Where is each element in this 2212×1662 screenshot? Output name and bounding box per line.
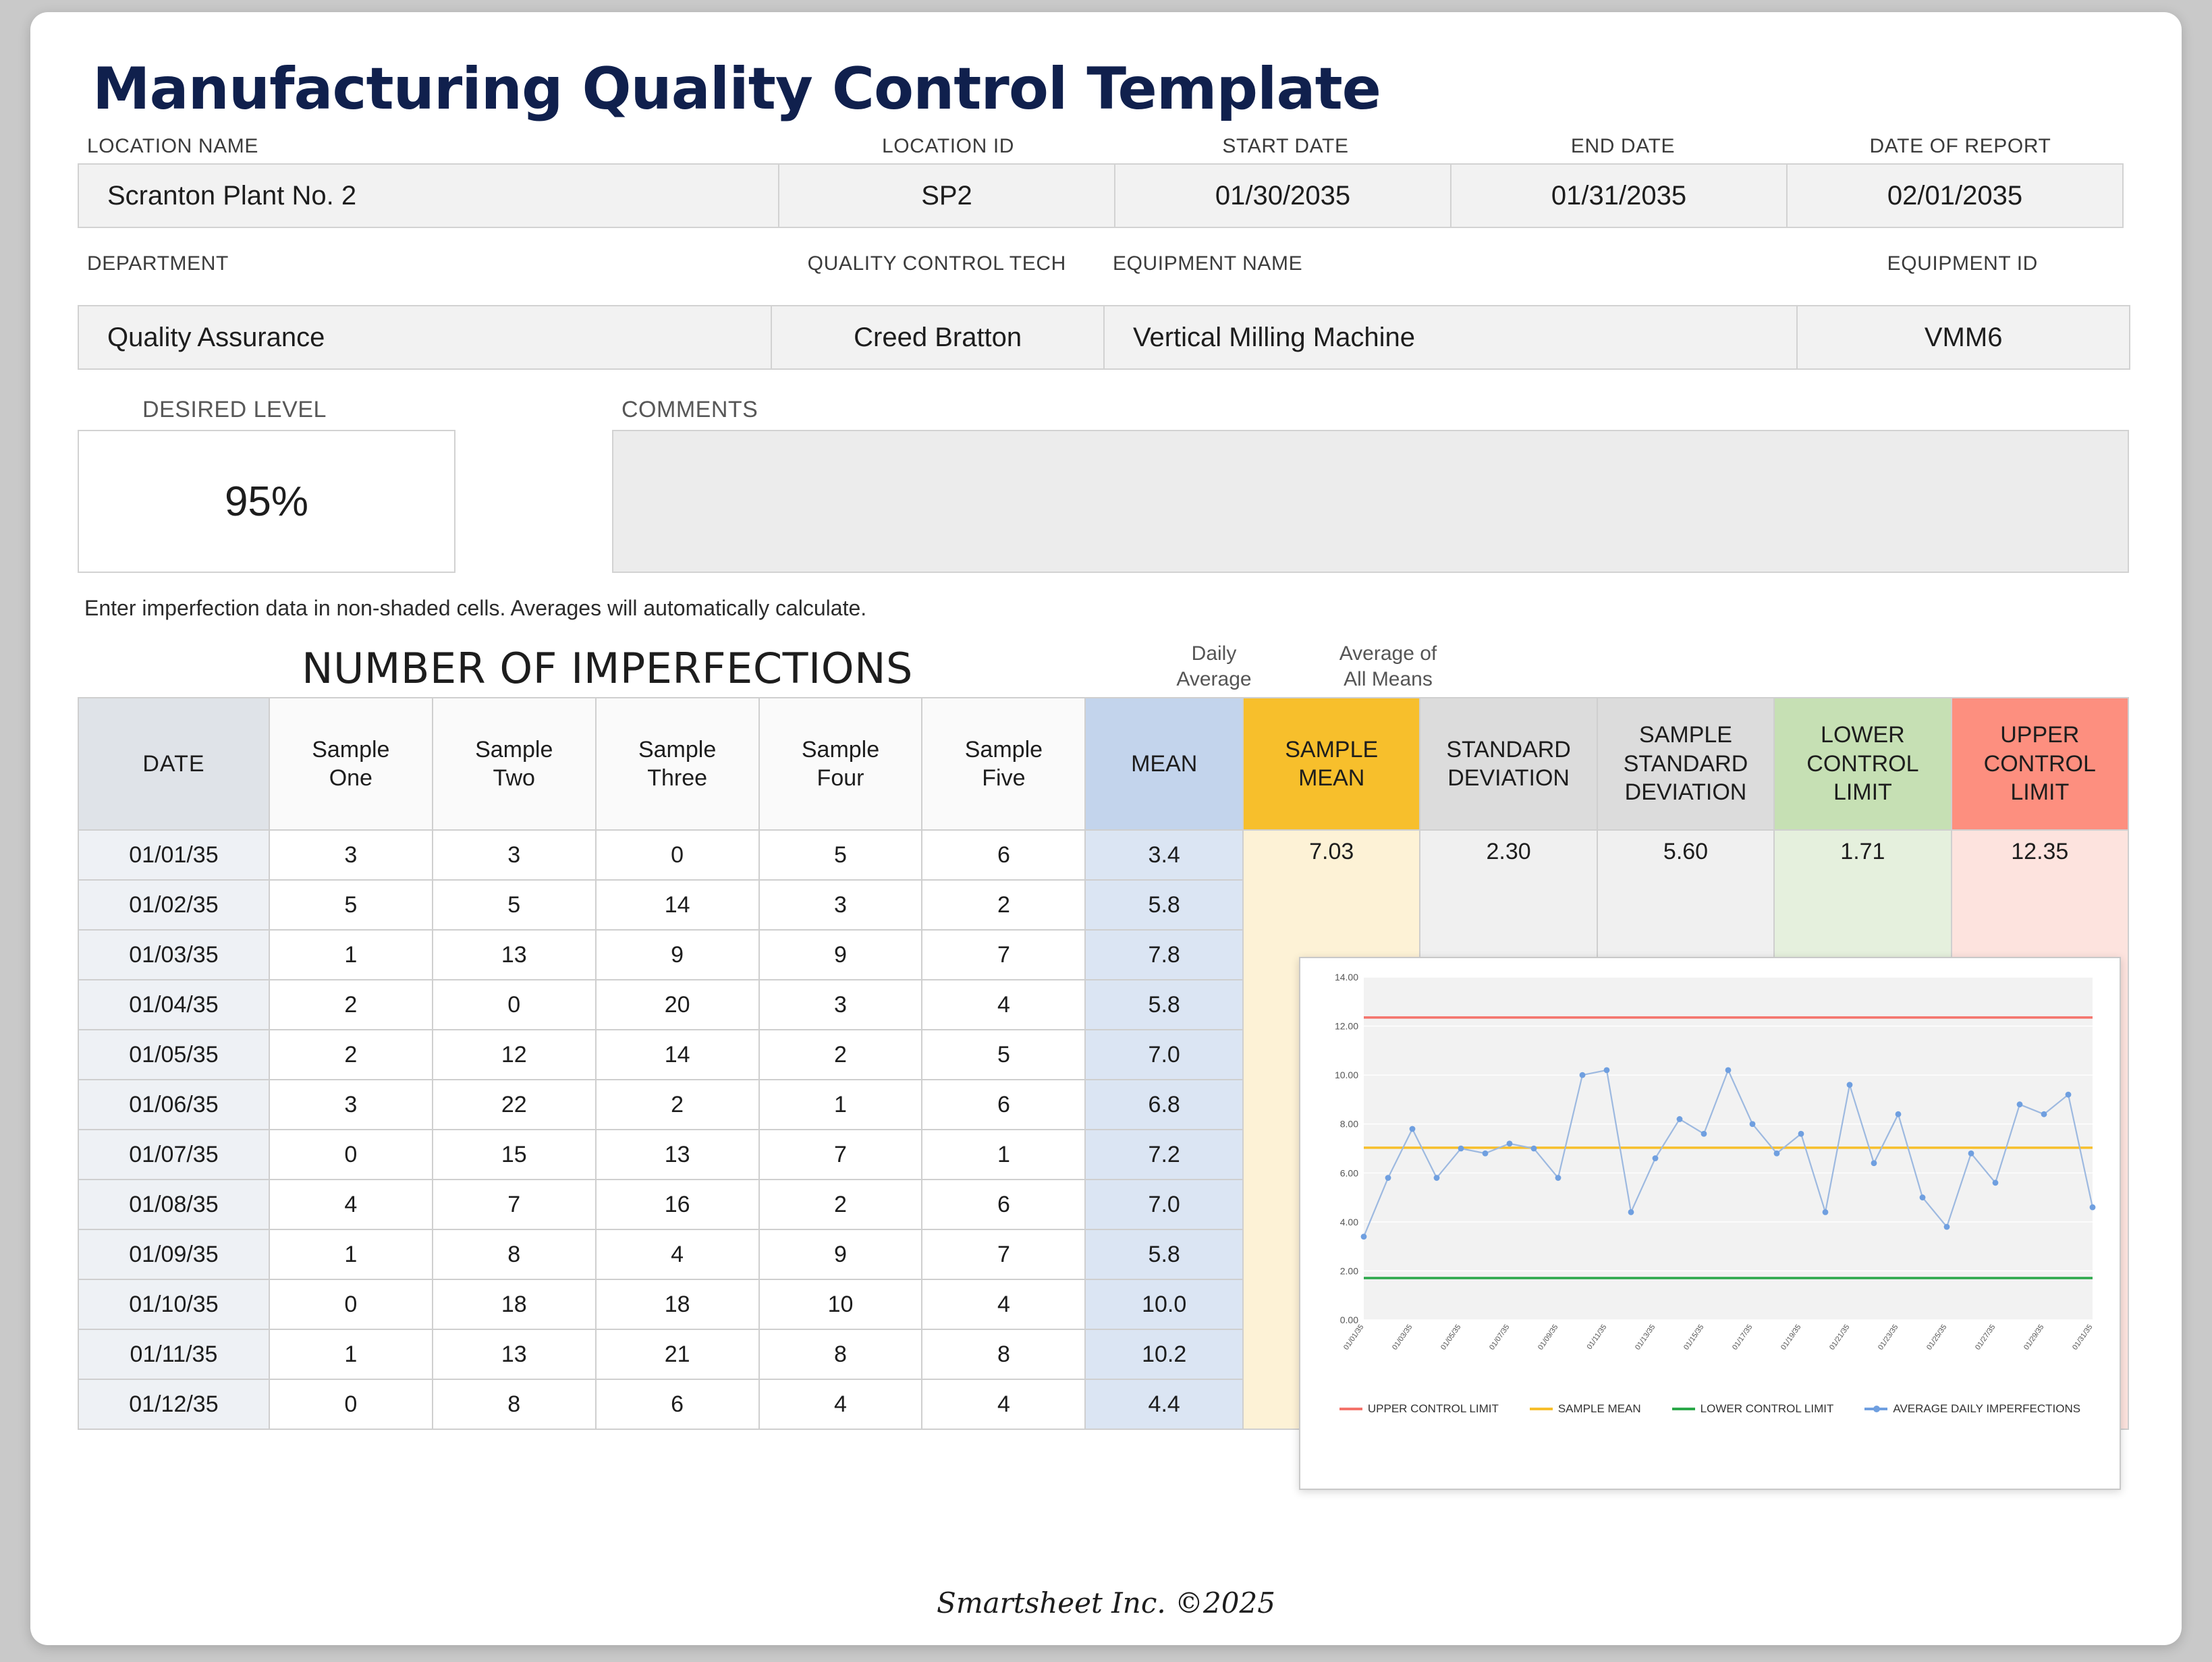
cell-sample-one[interactable]: 0 bbox=[269, 1279, 433, 1329]
svg-text:01/21/35: 01/21/35 bbox=[1828, 1323, 1852, 1352]
col-sample-four bbox=[759, 698, 922, 830]
svg-text:01/05/35: 01/05/35 bbox=[1439, 1323, 1463, 1352]
cell-sample-four[interactable]: 2 bbox=[759, 1180, 922, 1229]
col-sample-five-l1: Sample bbox=[964, 736, 1043, 763]
col-sample-three bbox=[596, 698, 759, 830]
svg-text:12.00: 12.00 bbox=[1334, 1020, 1358, 1032]
table-header-row bbox=[78, 698, 2128, 830]
svg-text:4.00: 4.00 bbox=[1339, 1216, 1358, 1227]
svg-text:01/23/35: 01/23/35 bbox=[1877, 1323, 1900, 1352]
legend-swatch-sample-mean bbox=[1530, 1408, 1553, 1410]
svg-text:01/13/35: 01/13/35 bbox=[1634, 1323, 1657, 1352]
section-heading-row bbox=[78, 641, 2134, 697]
col-mean: MEAN bbox=[1085, 698, 1243, 830]
cell-sample-four[interactable]: 3 bbox=[759, 980, 922, 1030]
col-sample-mean-l2: MEAN bbox=[1298, 765, 1365, 791]
legend-item-lower-control-limit[interactable] bbox=[1672, 1402, 1834, 1416]
cell-date: 01/12/35 bbox=[78, 1379, 269, 1429]
col-sample-five bbox=[922, 698, 1085, 830]
col-sample-one-l1: Sample bbox=[312, 736, 390, 763]
svg-text:6.00: 6.00 bbox=[1339, 1167, 1358, 1179]
comments-block bbox=[612, 397, 2129, 573]
cell-sample-five[interactable]: 6 bbox=[922, 830, 1085, 880]
header-value-row-1 bbox=[78, 163, 2129, 228]
col-sample-one-l2: One bbox=[329, 765, 372, 791]
col-sample-mean bbox=[1243, 698, 1420, 830]
cell-sample-four[interactable]: 10 bbox=[759, 1279, 922, 1329]
cell-upper-control-limit: 12.35 bbox=[1952, 830, 2128, 1429]
col-upper-control-limit-l1: UPPER bbox=[2000, 722, 2080, 748]
cell-sample-five[interactable]: 7 bbox=[922, 930, 1085, 980]
all-means-line-1: Average of bbox=[1339, 642, 1437, 665]
svg-text:01/01/35: 01/01/35 bbox=[1342, 1323, 1366, 1352]
cell-sample-four[interactable]: 7 bbox=[759, 1130, 922, 1180]
field-date-of-report[interactable]: 02/01/2035 bbox=[1786, 163, 2124, 228]
label-location-name: LOCATION NAME bbox=[87, 135, 258, 157]
cell-sample-two[interactable]: 13 bbox=[433, 1329, 596, 1379]
cell-sample-one[interactable]: 4 bbox=[269, 1180, 433, 1229]
desired-level-block bbox=[78, 397, 455, 573]
cell-sample-three[interactable]: 6 bbox=[596, 1379, 759, 1429]
legend-label-lower-control-limit: LOWER CONTROL LIMIT bbox=[1700, 1402, 1834, 1415]
cell-mean: 7.0 bbox=[1085, 1180, 1243, 1229]
field-comments[interactable] bbox=[612, 430, 2129, 573]
cell-sample-one[interactable]: 1 bbox=[269, 1229, 433, 1279]
col-lower-control-limit-l2: CONTROL bbox=[1806, 750, 1919, 777]
legend-label-upper-control-limit: UPPER CONTROL LIMIT bbox=[1367, 1402, 1499, 1415]
svg-text:2.00: 2.00 bbox=[1339, 1265, 1358, 1277]
field-location-id[interactable]: SP2 bbox=[778, 163, 1115, 228]
cell-date: 01/10/35 bbox=[78, 1279, 269, 1329]
cell-sample-one[interactable]: 5 bbox=[269, 880, 433, 930]
cell-date: 01/06/35 bbox=[78, 1080, 269, 1130]
footer-credit: Smartsheet Inc. ©2025 bbox=[937, 1586, 1275, 1619]
cell-sample-five[interactable]: 5 bbox=[922, 1030, 1085, 1080]
cell-sample-one[interactable]: 0 bbox=[269, 1379, 433, 1429]
cell-date: 01/11/35 bbox=[78, 1329, 269, 1379]
cell-sample-two[interactable]: 5 bbox=[433, 880, 596, 930]
cell-sample-one[interactable]: 2 bbox=[269, 1030, 433, 1080]
field-location-name[interactable]: Scranton Plant No. 2 bbox=[78, 163, 779, 228]
cell-sample-four[interactable]: 5 bbox=[759, 830, 922, 880]
legend-swatch-lower-control-limit bbox=[1672, 1408, 1695, 1410]
cell-mean: 5.8 bbox=[1085, 1229, 1243, 1279]
instruction-note: Enter imperfection data in non-shaded cells. Averages will automatically calculate. bbox=[84, 596, 867, 620]
document-page bbox=[30, 12, 2182, 1645]
svg-text:01/27/35: 01/27/35 bbox=[1974, 1323, 1997, 1352]
control-chart-card[interactable] bbox=[1299, 957, 2121, 1490]
cell-mean: 4.4 bbox=[1085, 1379, 1243, 1429]
cell-sample-two[interactable]: 18 bbox=[433, 1279, 596, 1329]
col-sample-three-l1: Sample bbox=[638, 736, 717, 763]
cell-sample-four[interactable]: 3 bbox=[759, 880, 922, 930]
cell-sample-four[interactable]: 9 bbox=[759, 1229, 922, 1279]
cell-sample-three[interactable]: 4 bbox=[596, 1229, 759, 1279]
cell-sample-two[interactable]: 7 bbox=[433, 1180, 596, 1229]
daily-average-line-1: Daily bbox=[1191, 642, 1237, 665]
cell-sample-five[interactable]: 2 bbox=[922, 880, 1085, 930]
cell-sample-four[interactable]: 4 bbox=[759, 1379, 922, 1429]
label-department: DEPARTMENT bbox=[87, 252, 229, 275]
chart-legend bbox=[1311, 1402, 2109, 1416]
svg-text:01/19/35: 01/19/35 bbox=[1779, 1323, 1803, 1352]
cell-sample-five[interactable]: 6 bbox=[922, 1180, 1085, 1229]
cell-sample-one[interactable]: 2 bbox=[269, 980, 433, 1030]
field-start-date[interactable]: 01/30/2035 bbox=[1114, 163, 1451, 228]
label-equipment-id: EQUIPMENT ID bbox=[1887, 252, 2038, 275]
cell-sample-five[interactable]: 4 bbox=[922, 980, 1085, 1030]
svg-text:01/25/35: 01/25/35 bbox=[1925, 1323, 1949, 1352]
cell-mean: 7.8 bbox=[1085, 930, 1243, 980]
cell-sample-three[interactable]: 2 bbox=[596, 1080, 759, 1130]
cell-mean: 7.2 bbox=[1085, 1130, 1243, 1180]
col-standard-deviation-l2: DEVIATION bbox=[1447, 765, 1570, 791]
col-date: DATE bbox=[78, 698, 269, 830]
cell-mean: 10.2 bbox=[1085, 1329, 1243, 1379]
cell-sample-two[interactable]: 3 bbox=[433, 830, 596, 880]
col-sample-four-l1: Sample bbox=[801, 736, 880, 763]
col-upper-control-limit bbox=[1952, 698, 2128, 830]
svg-text:8.00: 8.00 bbox=[1339, 1118, 1358, 1130]
cell-date: 01/03/35 bbox=[78, 930, 269, 980]
cell-sample-mean: 7.03 bbox=[1243, 830, 1420, 1429]
header-label-row-1 bbox=[78, 135, 2129, 163]
label-equipment-name: EQUIPMENT NAME bbox=[1113, 252, 1303, 275]
cell-sample-two[interactable]: 0 bbox=[433, 980, 596, 1030]
cell-sample-three[interactable]: 21 bbox=[596, 1329, 759, 1379]
svg-text:01/09/35: 01/09/35 bbox=[1537, 1323, 1560, 1352]
label-desired-level: DESIRED LEVEL bbox=[142, 397, 327, 422]
cell-date: 01/05/35 bbox=[78, 1030, 269, 1080]
cell-sample-two[interactable]: 15 bbox=[433, 1130, 596, 1180]
svg-text:01/17/35: 01/17/35 bbox=[1731, 1323, 1754, 1352]
section-title: NUMBER OF IMPERFECTIONS bbox=[302, 644, 913, 693]
label-location-id: LOCATION ID bbox=[881, 135, 1015, 157]
svg-text:01/29/35: 01/29/35 bbox=[2022, 1323, 2046, 1352]
label-start-date: START DATE bbox=[1222, 135, 1349, 157]
legend-label-sample-mean: SAMPLE MEAN bbox=[1557, 1402, 1641, 1415]
field-equipment-name[interactable]: Vertical Milling Machine bbox=[1103, 305, 1798, 370]
cell-sample-two[interactable]: 13 bbox=[433, 930, 596, 980]
cell-mean: 5.8 bbox=[1085, 880, 1243, 930]
field-equipment-id[interactable]: VMM6 bbox=[1796, 305, 2130, 370]
col-lower-control-limit bbox=[1774, 698, 1951, 830]
svg-text:01/03/35: 01/03/35 bbox=[1391, 1323, 1414, 1352]
control-chart-svg bbox=[1311, 968, 2111, 1400]
cell-sample-five[interactable]: 6 bbox=[922, 1080, 1085, 1130]
daily-average-line-2: Average bbox=[1176, 667, 1252, 690]
col-sample-one bbox=[269, 698, 433, 830]
svg-text:01/11/35: 01/11/35 bbox=[1585, 1323, 1609, 1352]
cell-mean: 5.8 bbox=[1085, 980, 1243, 1030]
cell-date: 01/08/35 bbox=[78, 1180, 269, 1229]
cell-sample-three[interactable]: 0 bbox=[596, 830, 759, 880]
cell-sample-one[interactable]: 3 bbox=[269, 1080, 433, 1130]
field-end-date[interactable]: 01/31/2035 bbox=[1450, 163, 1788, 228]
col-lower-control-limit-l1: LOWER bbox=[1821, 722, 1905, 748]
cell-sample-five[interactable]: 7 bbox=[922, 1229, 1085, 1279]
col-upper-control-limit-l3: LIMIT bbox=[2010, 779, 2070, 806]
col-sample-five-l2: Five bbox=[982, 765, 1026, 791]
cell-mean: 10.0 bbox=[1085, 1279, 1243, 1329]
field-department[interactable]: Quality Assurance bbox=[78, 305, 772, 370]
legend-label-average-daily-imperfections: AVERAGE DAILY IMPERFECTIONS bbox=[1893, 1402, 2081, 1415]
daily-average-caption bbox=[1137, 641, 1291, 697]
header-label-row-2 bbox=[78, 252, 2129, 281]
cell-sample-three[interactable]: 9 bbox=[596, 930, 759, 980]
desired-level-comments-row bbox=[78, 397, 2134, 573]
cell-sample-five[interactable]: 1 bbox=[922, 1130, 1085, 1180]
cell-sample-five[interactable]: 4 bbox=[922, 1379, 1085, 1429]
cell-sample-three[interactable]: 14 bbox=[596, 880, 759, 930]
cell-sample-four[interactable]: 2 bbox=[759, 1030, 922, 1080]
cell-sample-standard-deviation: 5.60 bbox=[1597, 830, 1774, 1429]
col-sample-two-l1: Sample bbox=[475, 736, 553, 763]
col-sample-two bbox=[433, 698, 596, 830]
label-comments: COMMENTS bbox=[621, 397, 758, 422]
svg-text:10.00: 10.00 bbox=[1334, 1070, 1358, 1081]
cell-sample-five[interactable]: 8 bbox=[922, 1329, 1085, 1379]
cell-standard-deviation: 2.30 bbox=[1420, 830, 1597, 1429]
label-quality-control-tech: QUALITY CONTROL TECH bbox=[807, 252, 1066, 275]
cell-sample-four[interactable]: 8 bbox=[759, 1329, 922, 1379]
cell-sample-four[interactable]: 1 bbox=[759, 1080, 922, 1130]
legend-item-average-daily-imperfections[interactable] bbox=[1864, 1402, 2080, 1416]
cell-sample-four[interactable]: 9 bbox=[759, 930, 922, 980]
cell-date: 01/07/35 bbox=[78, 1130, 269, 1180]
col-upper-control-limit-l2: CONTROL bbox=[1983, 750, 2096, 777]
cell-date: 01/09/35 bbox=[78, 1229, 269, 1279]
cell-mean: 6.8 bbox=[1085, 1080, 1243, 1130]
cell-sample-two[interactable]: 8 bbox=[433, 1229, 596, 1279]
header-value-row-2 bbox=[78, 305, 2129, 370]
svg-text:01/15/35: 01/15/35 bbox=[1682, 1323, 1706, 1352]
cell-date: 01/01/35 bbox=[78, 830, 269, 880]
svg-text:01/31/35: 01/31/35 bbox=[2071, 1323, 2095, 1352]
cell-lower-control-limit: 1.71 bbox=[1774, 830, 1951, 1429]
col-sample-standard-deviation-l1: SAMPLE bbox=[1639, 722, 1732, 748]
cell-date: 01/02/35 bbox=[78, 880, 269, 930]
svg-text:14.00: 14.00 bbox=[1334, 972, 1358, 982]
cell-mean: 3.4 bbox=[1085, 830, 1243, 880]
cell-sample-two[interactable]: 12 bbox=[433, 1030, 596, 1080]
legend-swatch-average-daily-imperfections bbox=[1864, 1408, 1887, 1410]
col-sample-standard-deviation-l2: STANDARD bbox=[1623, 750, 1748, 777]
col-sample-standard-deviation bbox=[1597, 698, 1774, 830]
cell-sample-two[interactable]: 8 bbox=[433, 1379, 596, 1429]
col-lower-control-limit-l3: LIMIT bbox=[1833, 779, 1892, 806]
all-means-caption bbox=[1302, 641, 1474, 697]
col-sample-four-l2: Four bbox=[817, 765, 864, 791]
col-sample-two-l2: Two bbox=[493, 765, 535, 791]
page-title: Manufacturing Quality Control Template bbox=[92, 55, 1381, 123]
cell-sample-one[interactable]: 1 bbox=[269, 1329, 433, 1379]
legend-swatch-upper-control-limit bbox=[1339, 1408, 1362, 1410]
control-chart-plot bbox=[1311, 968, 2111, 1400]
label-end-date: END DATE bbox=[1570, 135, 1676, 157]
legend-item-upper-control-limit[interactable] bbox=[1339, 1402, 1499, 1416]
cell-mean: 7.0 bbox=[1085, 1030, 1243, 1080]
col-sample-three-l2: Three bbox=[647, 765, 708, 791]
cell-sample-three[interactable]: 16 bbox=[596, 1180, 759, 1229]
cell-date: 01/04/35 bbox=[78, 980, 269, 1030]
col-sample-mean-l1: SAMPLE bbox=[1285, 736, 1379, 763]
cell-sample-three[interactable]: 14 bbox=[596, 1030, 759, 1080]
cell-sample-two[interactable]: 22 bbox=[433, 1080, 596, 1130]
all-means-line-2: All Means bbox=[1344, 667, 1433, 690]
field-quality-control-tech[interactable]: Creed Bratton bbox=[771, 305, 1105, 370]
legend-item-sample-mean[interactable] bbox=[1530, 1402, 1641, 1416]
svg-text:0.00: 0.00 bbox=[1339, 1314, 1358, 1325]
cell-sample-one[interactable]: 0 bbox=[269, 1130, 433, 1180]
col-sample-standard-deviation-l3: DEVIATION bbox=[1624, 779, 1747, 806]
col-standard-deviation-l1: STANDARD bbox=[1446, 736, 1571, 763]
label-date-of-report: DATE OF REPORT bbox=[1869, 135, 2051, 157]
cell-sample-three[interactable]: 18 bbox=[596, 1279, 759, 1329]
table-row bbox=[78, 830, 2128, 880]
field-desired-level[interactable]: 95% bbox=[78, 430, 455, 573]
cell-sample-three[interactable]: 20 bbox=[596, 980, 759, 1030]
col-standard-deviation bbox=[1420, 698, 1597, 830]
cell-sample-three[interactable]: 13 bbox=[596, 1130, 759, 1180]
cell-sample-one[interactable]: 1 bbox=[269, 930, 433, 980]
cell-sample-one[interactable]: 3 bbox=[269, 830, 433, 880]
cell-sample-five[interactable]: 4 bbox=[922, 1279, 1085, 1329]
svg-text:01/07/35: 01/07/35 bbox=[1488, 1323, 1512, 1352]
